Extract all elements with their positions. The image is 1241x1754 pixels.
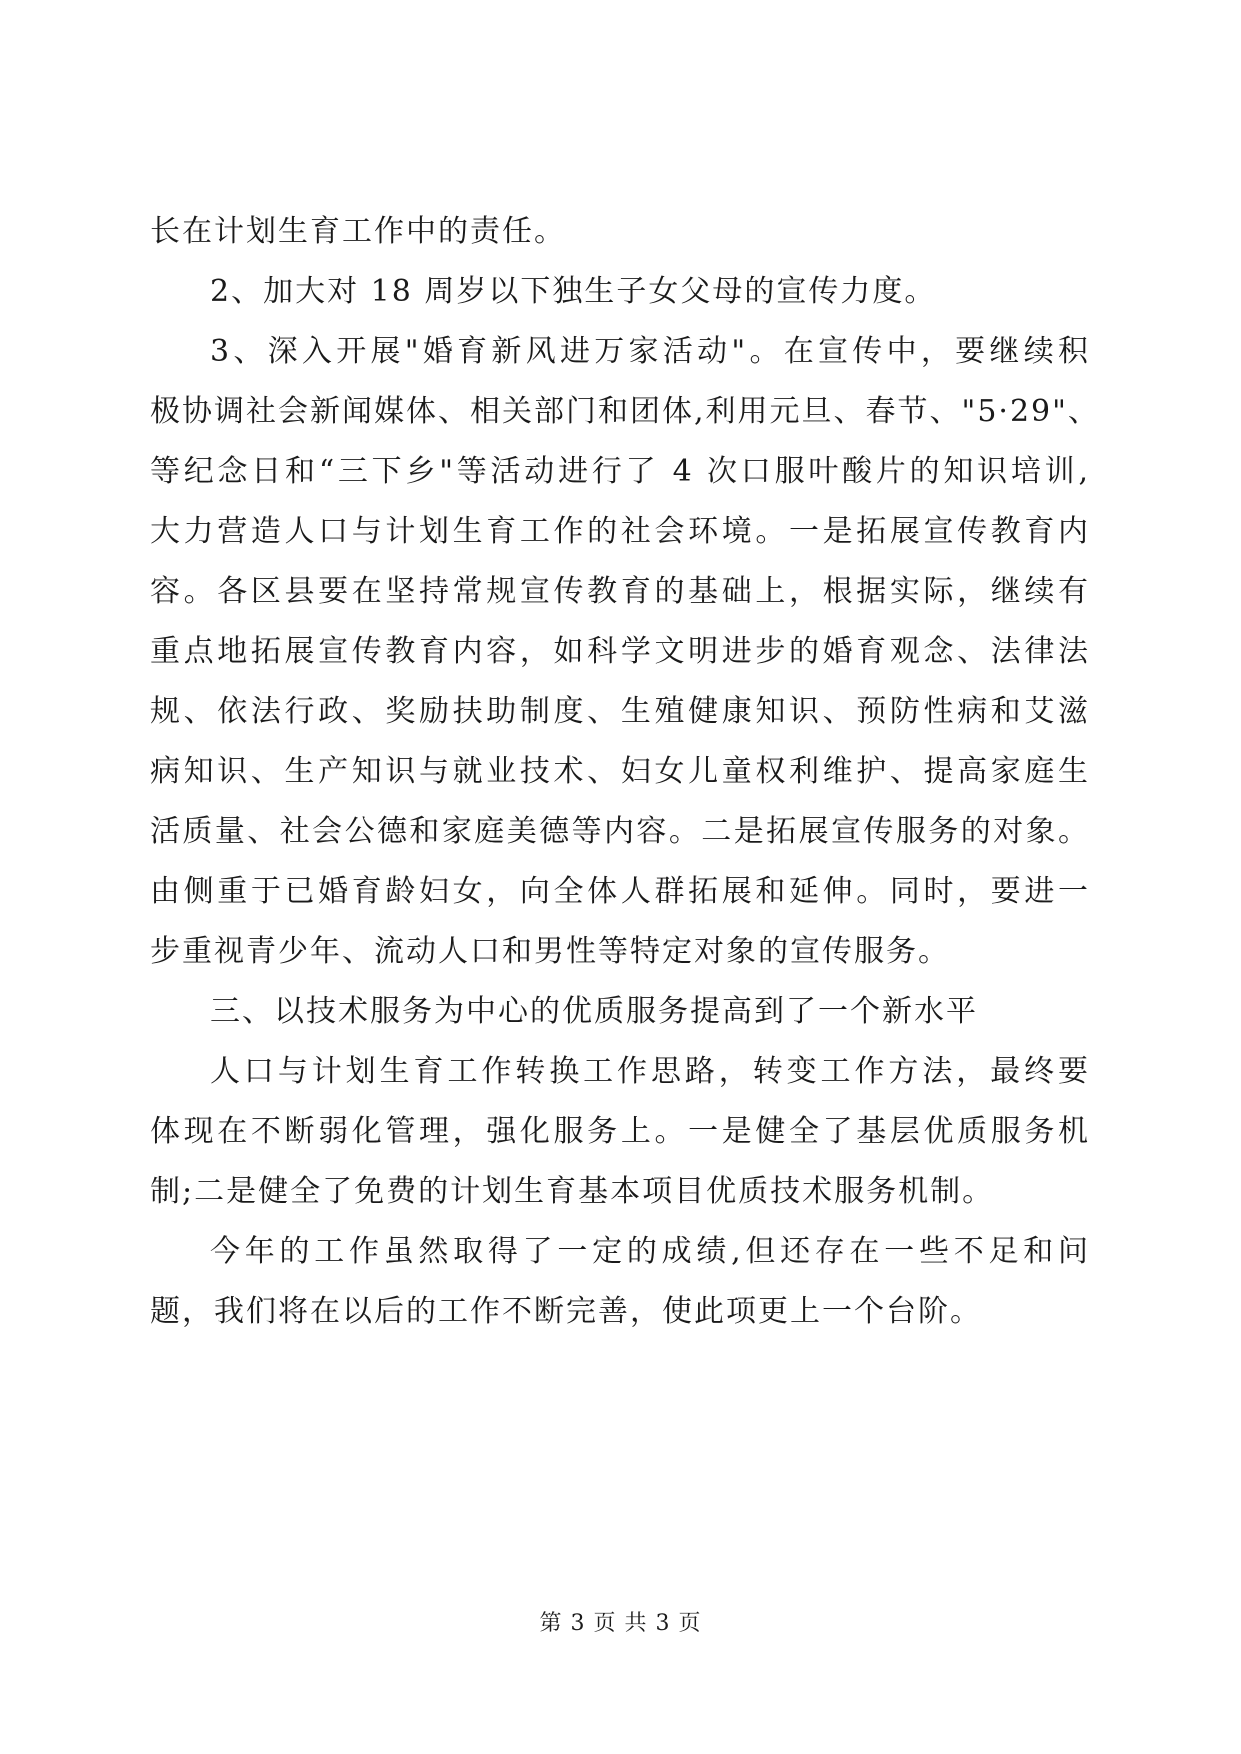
paragraph-line: 今年的工作虽然取得了一定的成绩,但还存在一些不足和问 bbox=[210, 1234, 1090, 1269]
paragraph-line: 病知识、生产知识与就业技术、妇女儿童权利维护、提高家庭生 bbox=[150, 754, 1090, 789]
paragraph-line: 步重视青少年、流动人口和男性等特定对象的宣传服务。 bbox=[150, 934, 950, 969]
paragraph-line: 大力营造人口与计划生育工作的社会环境。一是拓展宣传教育内 bbox=[150, 514, 1090, 549]
page-number-footer: 第 3 页 共 3 页 bbox=[539, 1611, 702, 1636]
paragraph-line: 制;二是健全了免费的计划生育基本项目优质技术服务机制。 bbox=[150, 1174, 995, 1209]
paragraph-line: 重点地拓展宣传教育内容，如科学文明进步的婚育观念、法律法 bbox=[150, 634, 1090, 669]
section-heading: 三、以技术服务为中心的优质服务提高到了一个新水平 bbox=[210, 994, 978, 1029]
paragraph-line: 活质量、社会公德和家庭美德等内容。二是拓展宣传服务的对象。 bbox=[150, 814, 1090, 849]
paragraph-line: 体现在不断弱化管理，强化服务上。一是健全了基层优质服务机 bbox=[150, 1114, 1090, 1149]
paragraph-line: 3、深入开展"婚育新风进万家活动"。在宣传中，要继续积 bbox=[210, 334, 1090, 369]
paragraph-line: 由侧重于已婚育龄妇女，向全体人群拓展和延伸。同时，要进一 bbox=[150, 874, 1090, 909]
paragraph-line: 2、加大对 18 周岁以下独生子女父母的宣传力度。 bbox=[210, 274, 937, 309]
paragraph-line: 等纪念日和“三下乡"等活动进行了 4 次口服叶酸片的知识培训, bbox=[150, 454, 1090, 489]
paragraph-line: 长在计划生育工作中的责任。 bbox=[150, 214, 566, 249]
paragraph-line: 规、依法行政、奖励扶助制度、生殖健康知识、预防性病和艾滋 bbox=[150, 694, 1090, 729]
paragraph-line: 人口与计划生育工作转换工作思路，转变工作方法，最终要 bbox=[210, 1054, 1090, 1089]
paragraph-line: 极协调社会新闻媒体、相关部门和团体,利用元旦、春节、"5·29"、 bbox=[150, 394, 1100, 429]
paragraph-line: 容。各区县要在坚持常规宣传教育的基础上，根据实际，继续有 bbox=[150, 574, 1090, 609]
paragraph-line: 题，我们将在以后的工作不断完善，使此项更上一个台阶。 bbox=[150, 1294, 982, 1329]
